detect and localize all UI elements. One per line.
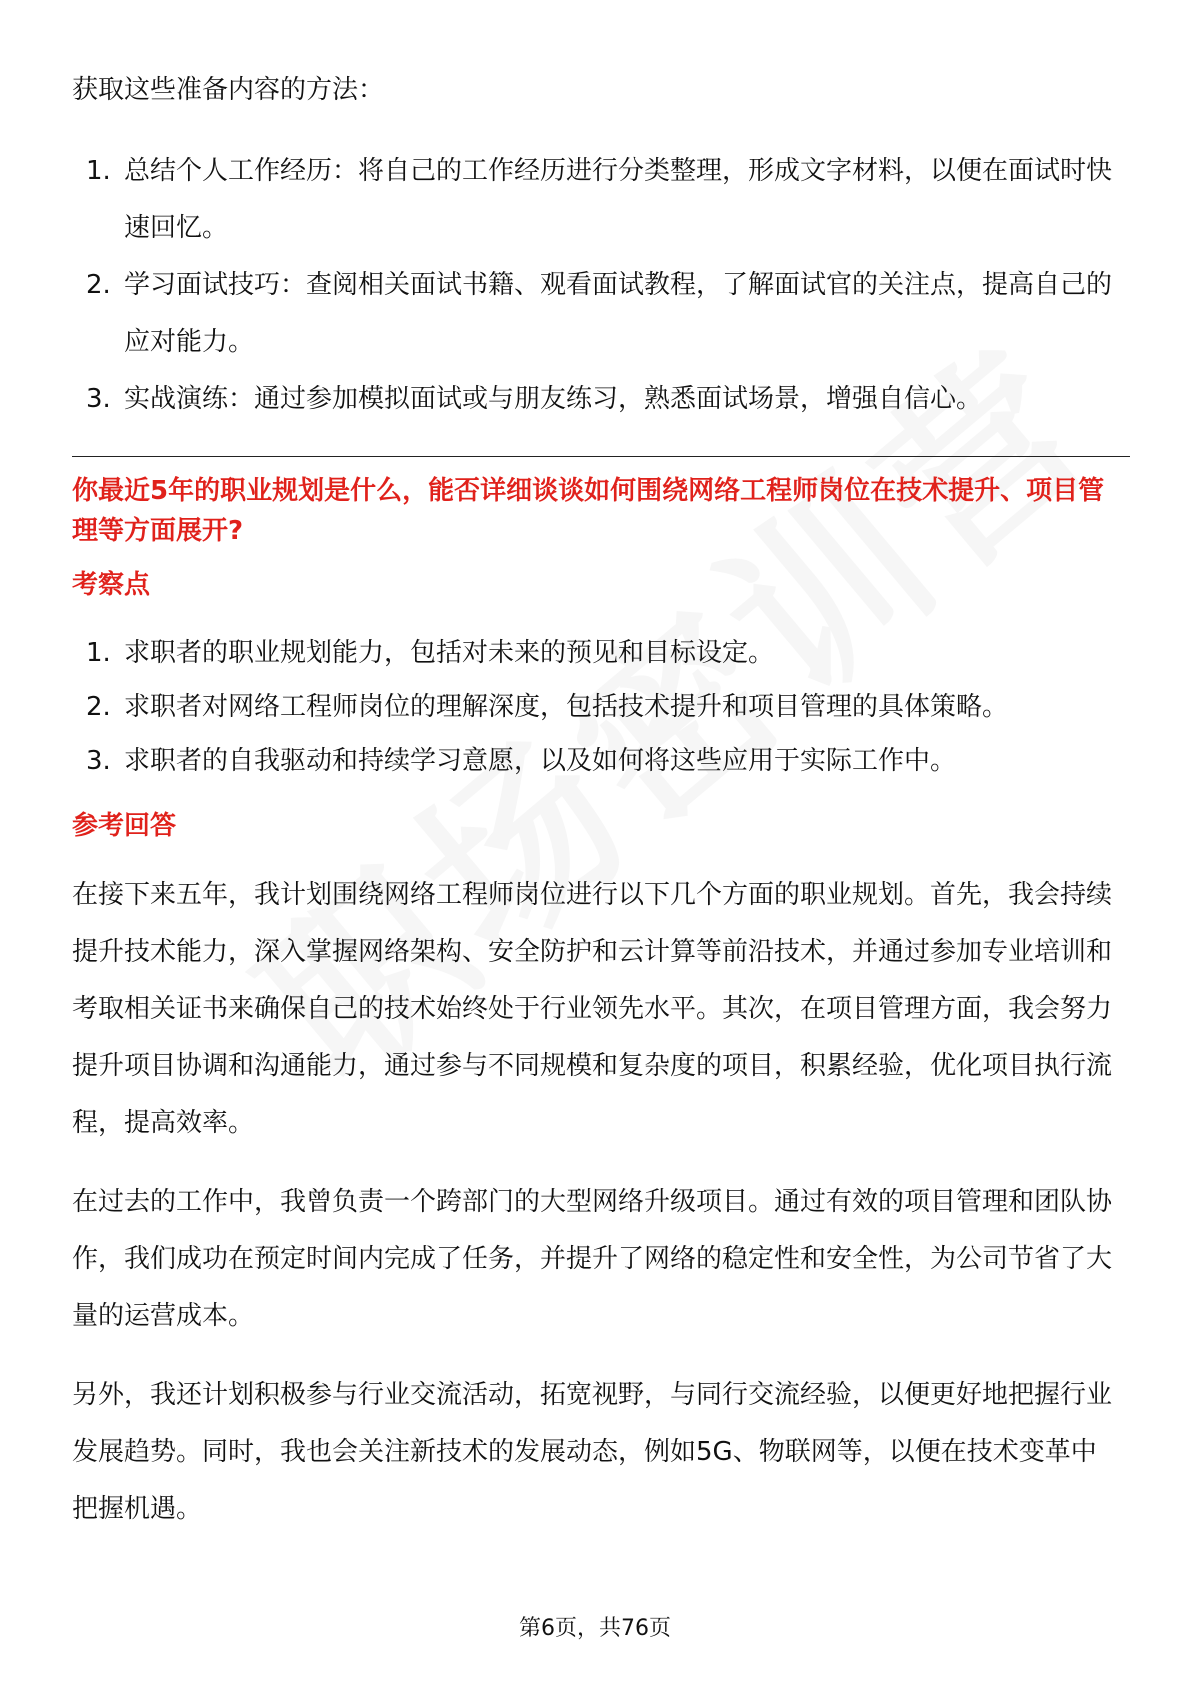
methods-intro: 获取这些准备内容的方法： bbox=[72, 75, 385, 105]
methods-list bbox=[72, 143, 1122, 428]
answer-paragraph: 在接下来五年，我计划围绕网络工程师岗位进行以下几个方面的职业规划。首先，我会持续提升技术能力，深入掌握网络架构、安全防护和云计算等前沿技术，并通过参加专业培训和考取相关证书来确保自己的技术始终处于行业领先水平。其次，在项目管理方面，我会努力提升项目协调和沟通能力，通过参与不同规模和复杂度的项目，积累经验，优化项目执行流程，提高效率。 bbox=[72, 880, 1113, 1138]
list-item: 2. 求职者对网络工程师岗位的理解深度，包括技术提升和项目管理的具体策略。 bbox=[86, 692, 1009, 722]
answer-paragraph: 另外，我还计划积极参与行业交流活动，拓宽视野，与同行交流经验，以便更好地把握行业发展趋势。同时，我也会关注新技术的发展动态，例如5G、物联网等，以便在技术变革中把握机遇。 bbox=[72, 1380, 1113, 1524]
list-item: 3. 实战演练：通过参加模拟面试或与朋友练习，熟悉面试场景，增强自信心。 bbox=[86, 384, 983, 414]
list-item: 2. 学习面试技巧：查阅相关面试书籍、观看面试教程，了解面试官的关注点，提高自己的应对能力。 bbox=[86, 270, 1113, 357]
focus-title: 考察点 bbox=[72, 570, 151, 600]
page-number: 第6页，共76页 bbox=[519, 1616, 671, 1641]
list-item: 1. 求职者的职业规划能力，包括对未来的预见和目标设定。 bbox=[86, 638, 775, 668]
list-item: 1. 总结个人工作经历：将自己的工作经历进行分类整理，形成文字材料，以便在面试时快速回忆。 bbox=[86, 156, 1113, 243]
list-item: 3. 求职者的自我驱动和持续学习意愿，以及如何将这些应用于实际工作中。 bbox=[86, 746, 957, 776]
answer-title: 参考回答 bbox=[72, 811, 177, 841]
section-divider bbox=[72, 456, 1130, 457]
page-content bbox=[72, 62, 1122, 1560]
focus-list bbox=[72, 626, 1122, 788]
answer-paragraph: 在过去的工作中，我曾负责一个跨部门的大型网络升级项目。通过有效的项目管理和团队协作，我们成功在预定时间内完成了任务，并提升了网络的稳定性和安全性，为公司节省了大量的运营成本。 bbox=[72, 1187, 1113, 1331]
interview-question: 你最近5年的职业规划是什么，能否详细谈谈如何围绕网络工程师岗位在技术提升、项目管理等方面展开? bbox=[72, 476, 1105, 546]
